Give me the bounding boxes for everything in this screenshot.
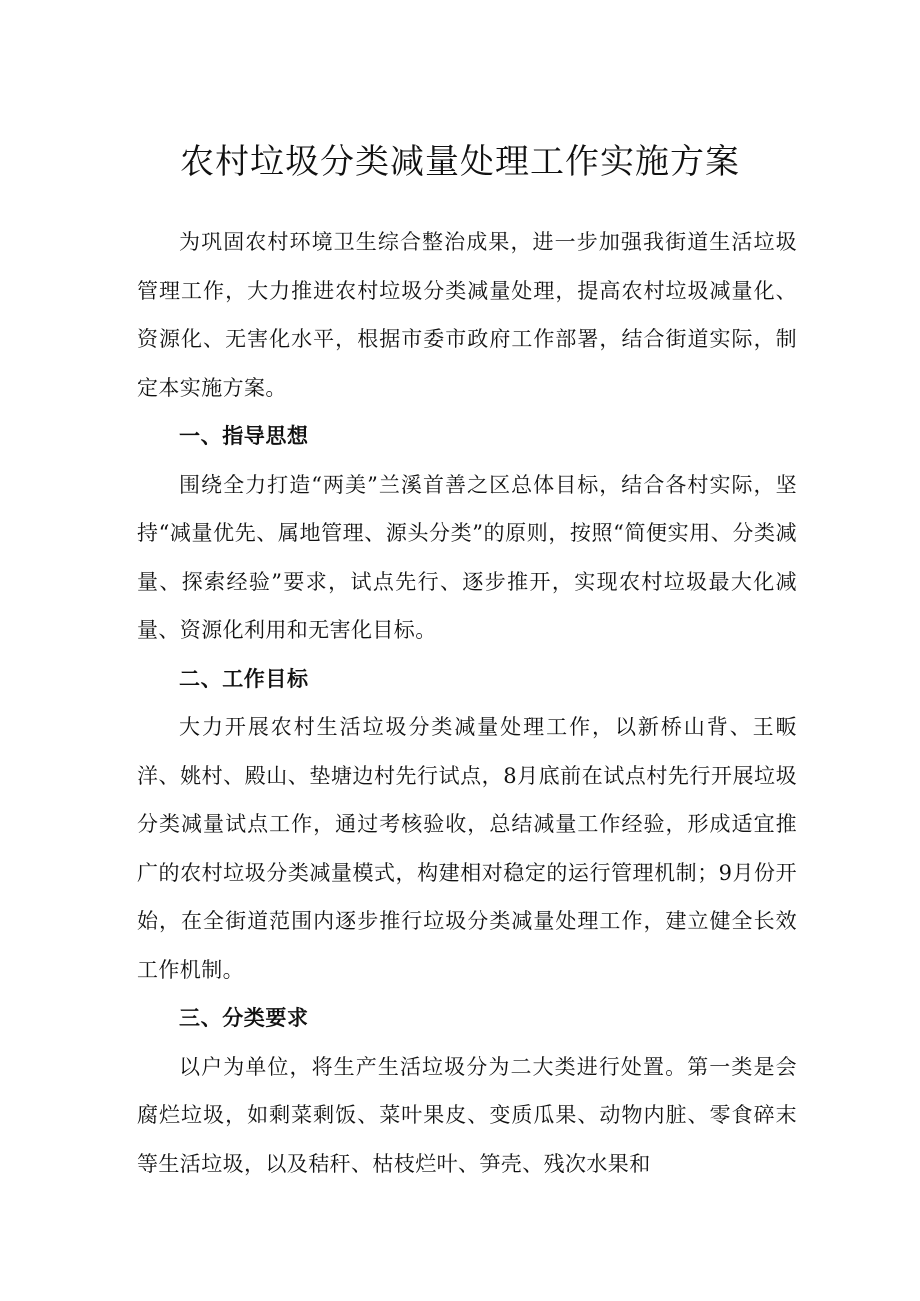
section-body-guiding-ideology: 围绕全力打造“两美”兰溪首善之区总体目标，结合各村实际，坚持“减量优先、属地管理、源头分类”的原则，按照“简便实用、分类减量、探索经验”要求，试点先行、逐步推开，实现农村垃圾最大化减量、资源化利用和无害化目标。: [137, 472, 797, 642]
section-heading-work-goals: 二、工作目标: [179, 666, 309, 691]
section-body-classification-requirements: 以户为单位，将生产生活垃圾分为二大类进行处置。第一类是会腐烂垃圾，如剩菜剩饭、菜叶果皮、变质瓜果、动物内脏、零食碎末等生活垃圾，以及秸秆、枯枝烂叶、笋壳、残次水果和: [137, 1054, 797, 1176]
document-title: 农村垃圾分类减量处理工作实施方案: [180, 142, 740, 182]
section-heading-guiding-ideology: 一、指导思想: [179, 424, 309, 448]
document-body: [137, 218, 797, 1188]
intro-paragraph: 为巩固农村环境卫生综合整治成果，进一步加强我街道生活垃圾管理工作，大力推进农村垃圾分类减量处理，提高农村垃圾减量化、资源化、无害化水平，根据市委市政府工作部署，结合街道实际，制定本实施方案。: [137, 230, 797, 400]
section-heading-classification-requirements: 三、分类要求: [179, 1006, 309, 1030]
section-body-work-goals: 大力开展农村生活垃圾分类减量处理工作，以新桥山背、王畈洋、姚村、殿山、垫塘边村先行试点，8月底前在试点村先行开展垃圾分类减量试点工作，通过考核验收，总结减量工作经验，形成适宜推广的农村垃圾分类减量模式，构建相对稳定的运行管理机制；9月份开始，在全街道范围内逐步推行垃圾分类减量处理工作，建立健全长效工作机制。: [137, 715, 797, 982]
